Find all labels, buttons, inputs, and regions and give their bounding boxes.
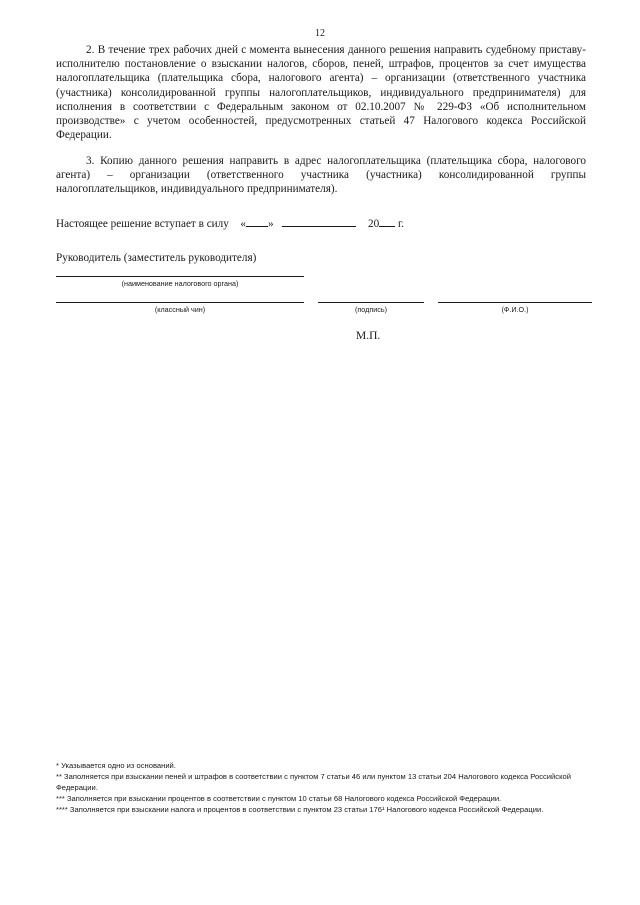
- footnote-1: * Указывается одно из оснований.: [56, 761, 176, 770]
- effective-date-line: [56, 216, 404, 230]
- head-title: Руководитель (заместитель руководителя): [56, 252, 257, 264]
- signature-caption: (подпись): [355, 305, 387, 314]
- rank-line[interactable]: [56, 302, 304, 303]
- footnote-3: *** Заполняется при взыскании процентов в соответствии с пунктом 10 статьи 68 Налогового кодекса Российской Федерации.: [56, 794, 502, 803]
- open-quote: «: [240, 218, 247, 230]
- month-blank[interactable]: [282, 216, 356, 227]
- footnote-2: ** Заполняется при взыскании пеней и штрафов в соответствии с пунктом 7 статьи 46 или пунктом 13 статьи 204 Налогового кодекса Российской Федерации.: [56, 772, 571, 792]
- signature-line[interactable]: [318, 302, 424, 303]
- year-suffix: г.: [397, 218, 405, 230]
- close-quote: »: [268, 218, 274, 230]
- full-name-line[interactable]: [438, 302, 592, 303]
- full-name-caption: (Ф.И.О.): [501, 305, 529, 314]
- year-prefix: 20: [368, 218, 380, 230]
- page-number: 12: [315, 28, 325, 39]
- day-blank[interactable]: [246, 216, 268, 227]
- paragraph-3: 3. Копию данного решения направить в адрес налогоплательщика (плательщика сбора, налогового агента) – организации (ответственного участника (участника) консолидированной группы налогоплательщиков, индивидуального предпринимателя).: [56, 155, 586, 196]
- footnotes: [56, 760, 602, 815]
- stamp-place: М.П.: [356, 330, 381, 342]
- rank-caption: (классный чин): [154, 305, 206, 314]
- org-name-line[interactable]: [56, 276, 304, 277]
- footnote-4: **** Заполняется при взыскании налога и процентов в соответствии с пунктом 23 статьи 176¹ Налогового кодекса Российской Федерации.: [56, 805, 544, 814]
- effective-label: Настоящее решение вступает в силу: [56, 218, 229, 230]
- year-blank[interactable]: [379, 216, 395, 227]
- org-name-caption: (наименование налогового органа): [121, 279, 239, 288]
- paragraph-2: 2. В течение трех рабочих дней с момента вынесения данного решения направить судебному приставу-исполнителю постановление о взыскании налогов, сборов, пеней, штрафов, процентов за счет имущества налогоплательщика (плательщика сбора, налогового агента) – организации (ответственного участника (участника) консолидированной группы налогоплательщиков, индивидуального предпринимателя) для исполнения в соответствии с Федеральным законом от 02.10.2007 № 229-ФЗ «Об исполнительном производстве» с учетом особенностей, предусмотренных статьей 47 Налогового кодекса Российской Федерации.: [56, 44, 586, 142]
